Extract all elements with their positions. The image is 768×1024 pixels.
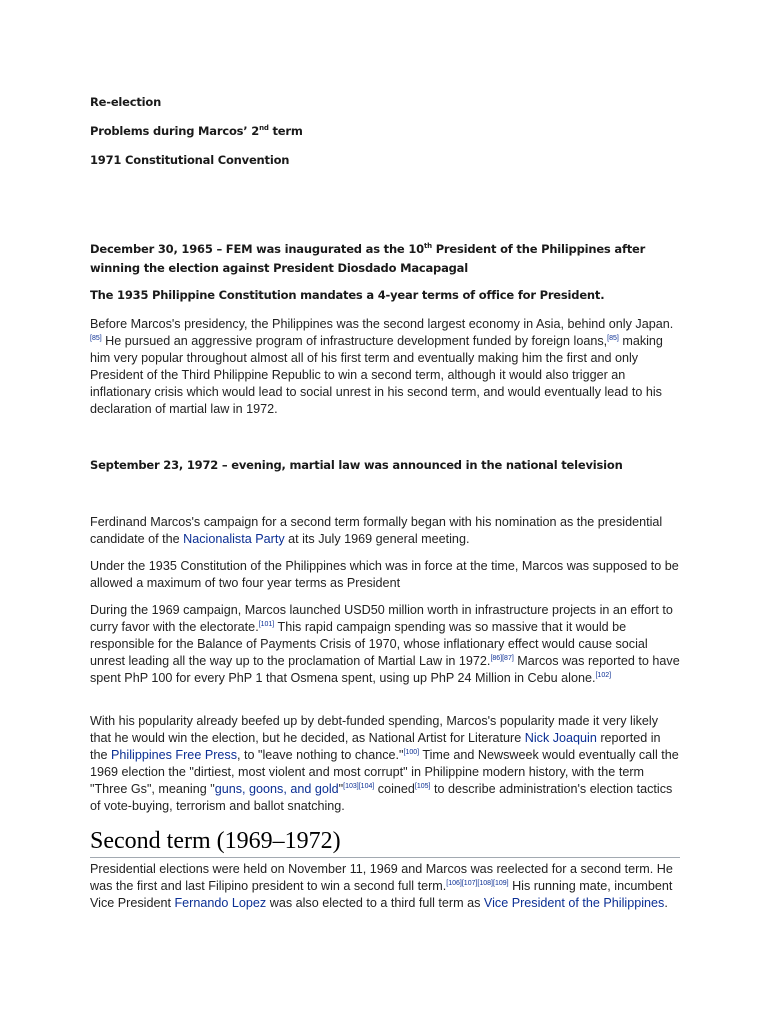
paragraph-text: With his popularity already beefed up by debt-funded spending, Marcos's popularity made it very likely that he would win the election, but he decided, as National Artist for Literature: [90, 714, 659, 745]
ordinal-suffix: nd: [259, 124, 269, 132]
paragraph-constitution-terms: Under the 1935 Constitution of the Philippines which was in force at the time, Marcos was supposed to be allowed a maximum of two four year terms as President: [90, 559, 679, 590]
note-inauguration: [90, 240, 680, 278]
note-inauguration-tail: President of the Philippines after winning the election against President Diosdado Macapagal: [90, 242, 646, 275]
note-martial-law: September 23, 1972 – evening, martial law was announced in the national television: [90, 458, 623, 472]
citation-link[interactable]: [86][87]: [490, 655, 514, 662]
paragraph-1969-campaign: [90, 602, 680, 687]
section-heading-second-term: Second term (1969–1972): [90, 828, 680, 858]
paragraph-text: at its July 1969 general meeting.: [284, 532, 470, 546]
paragraph-presidency: [90, 316, 680, 418]
paragraph-text: Time and Newsweek would eventually call the 1969 election the "dirtiest, most violent and most corrupt" in Philippine modern history, with the term "Three Gs", meaning ": [90, 748, 679, 796]
note-inauguration-text: December 30, 1965 – FEM was inaugurated as the 10: [90, 242, 424, 256]
paragraph-text: making him very popular throughout almost all of his first term and eventually making him the first and only President of the Third Philippine Republic to win a second term, although it would also trigger an inflationary crisis which would lead to social unrest in his second term, and would eventually lead to his declaration of martial law in 1972.: [90, 334, 663, 416]
paragraph-second-term: [90, 861, 680, 912]
vice-president-link[interactable]: Vice President of the Philippines: [483, 896, 665, 910]
outline-item-problems-text: Problems during Marcos’ 2: [90, 124, 260, 138]
paragraph-text: coined: [374, 782, 415, 796]
citation-link[interactable]: [103][104]: [343, 783, 375, 790]
paragraph-text: Marcos was reported to have spent PhP 100 for every PhP 1 that Osmena spent, using up PhP 24 Million in Cebu alone.: [90, 654, 680, 685]
paragraph-campaign: [90, 514, 680, 548]
paragraph-text: , to "leave nothing to chance.": [237, 748, 404, 762]
paragraph-text: reported in the: [90, 731, 661, 762]
ordinal-suffix: th: [423, 242, 432, 250]
citation-link[interactable]: [100]: [403, 749, 420, 756]
fernando-lopez-link[interactable]: Fernando Lopez: [174, 896, 267, 910]
citation-link[interactable]: [85]: [90, 335, 102, 342]
citation-link[interactable]: [106][107][108][109]: [446, 880, 509, 887]
note-constitution: The 1935 Philippine Constitution mandates a 4-year terms of office for President.: [90, 288, 605, 302]
citation-link[interactable]: [105]: [414, 783, 431, 790]
paragraph-text: ": [338, 782, 344, 796]
three-gs-link[interactable]: guns, goons, and gold: [214, 782, 339, 796]
paragraph-text: He pursued an aggressive program of infrastructure development funded by foreign loans,: [101, 334, 608, 348]
outline-item-convention: 1971 Constitutional Convention: [90, 153, 290, 167]
nacionalista-party-link[interactable]: Nacionalista Party: [183, 532, 285, 546]
citation-link[interactable]: [85]: [607, 335, 619, 342]
paragraph-text: This rapid campaign spending was so massive that it would be responsible for the Balance of Payments Crisis of 1970, whose inflationary effect would cause social unrest leading all the way up to the proclamation of Martial Law in 1972.: [90, 620, 648, 668]
outline-item-reelection: Re-election: [90, 95, 162, 109]
paragraph-text: was also elected to a third full term as: [266, 896, 484, 910]
citation-link[interactable]: [102]: [595, 672, 612, 679]
nick-joaquin-link[interactable]: Nick Joaquin: [524, 731, 597, 745]
paragraph-election-tactics: [90, 713, 680, 815]
philippines-free-press-link[interactable]: Philippines Free Press: [111, 748, 238, 762]
outline-item-problems-tail: term: [268, 124, 303, 138]
paragraph-text: .: [664, 896, 668, 910]
paragraph-text: Ferdinand Marcos's campaign for a second term formally began with his nomination as the presidential candidate of the: [90, 515, 663, 546]
paragraph-text: During the 1969 campaign, Marcos launched USD50 million worth in infrastructure projects in an effort to curry favor with the electorate.: [90, 603, 673, 634]
citation-link[interactable]: [101]: [258, 621, 275, 628]
paragraph-text: Presidential elections were held on November 11, 1969 and Marcos was reelected for a second term. He was the first and last Filipino president to win a second full term.: [90, 862, 673, 893]
paragraph-text: His running mate, incumbent Vice President: [90, 879, 673, 910]
outline-item-problems: [90, 124, 303, 138]
paragraph-text: to describe administration's election tactics of vote-buying, terrorism and ballot snatching.: [90, 782, 673, 813]
paragraph-text: Before Marcos's presidency, the Philippines was the second largest economy in Asia, behind only Japan.: [90, 317, 674, 331]
